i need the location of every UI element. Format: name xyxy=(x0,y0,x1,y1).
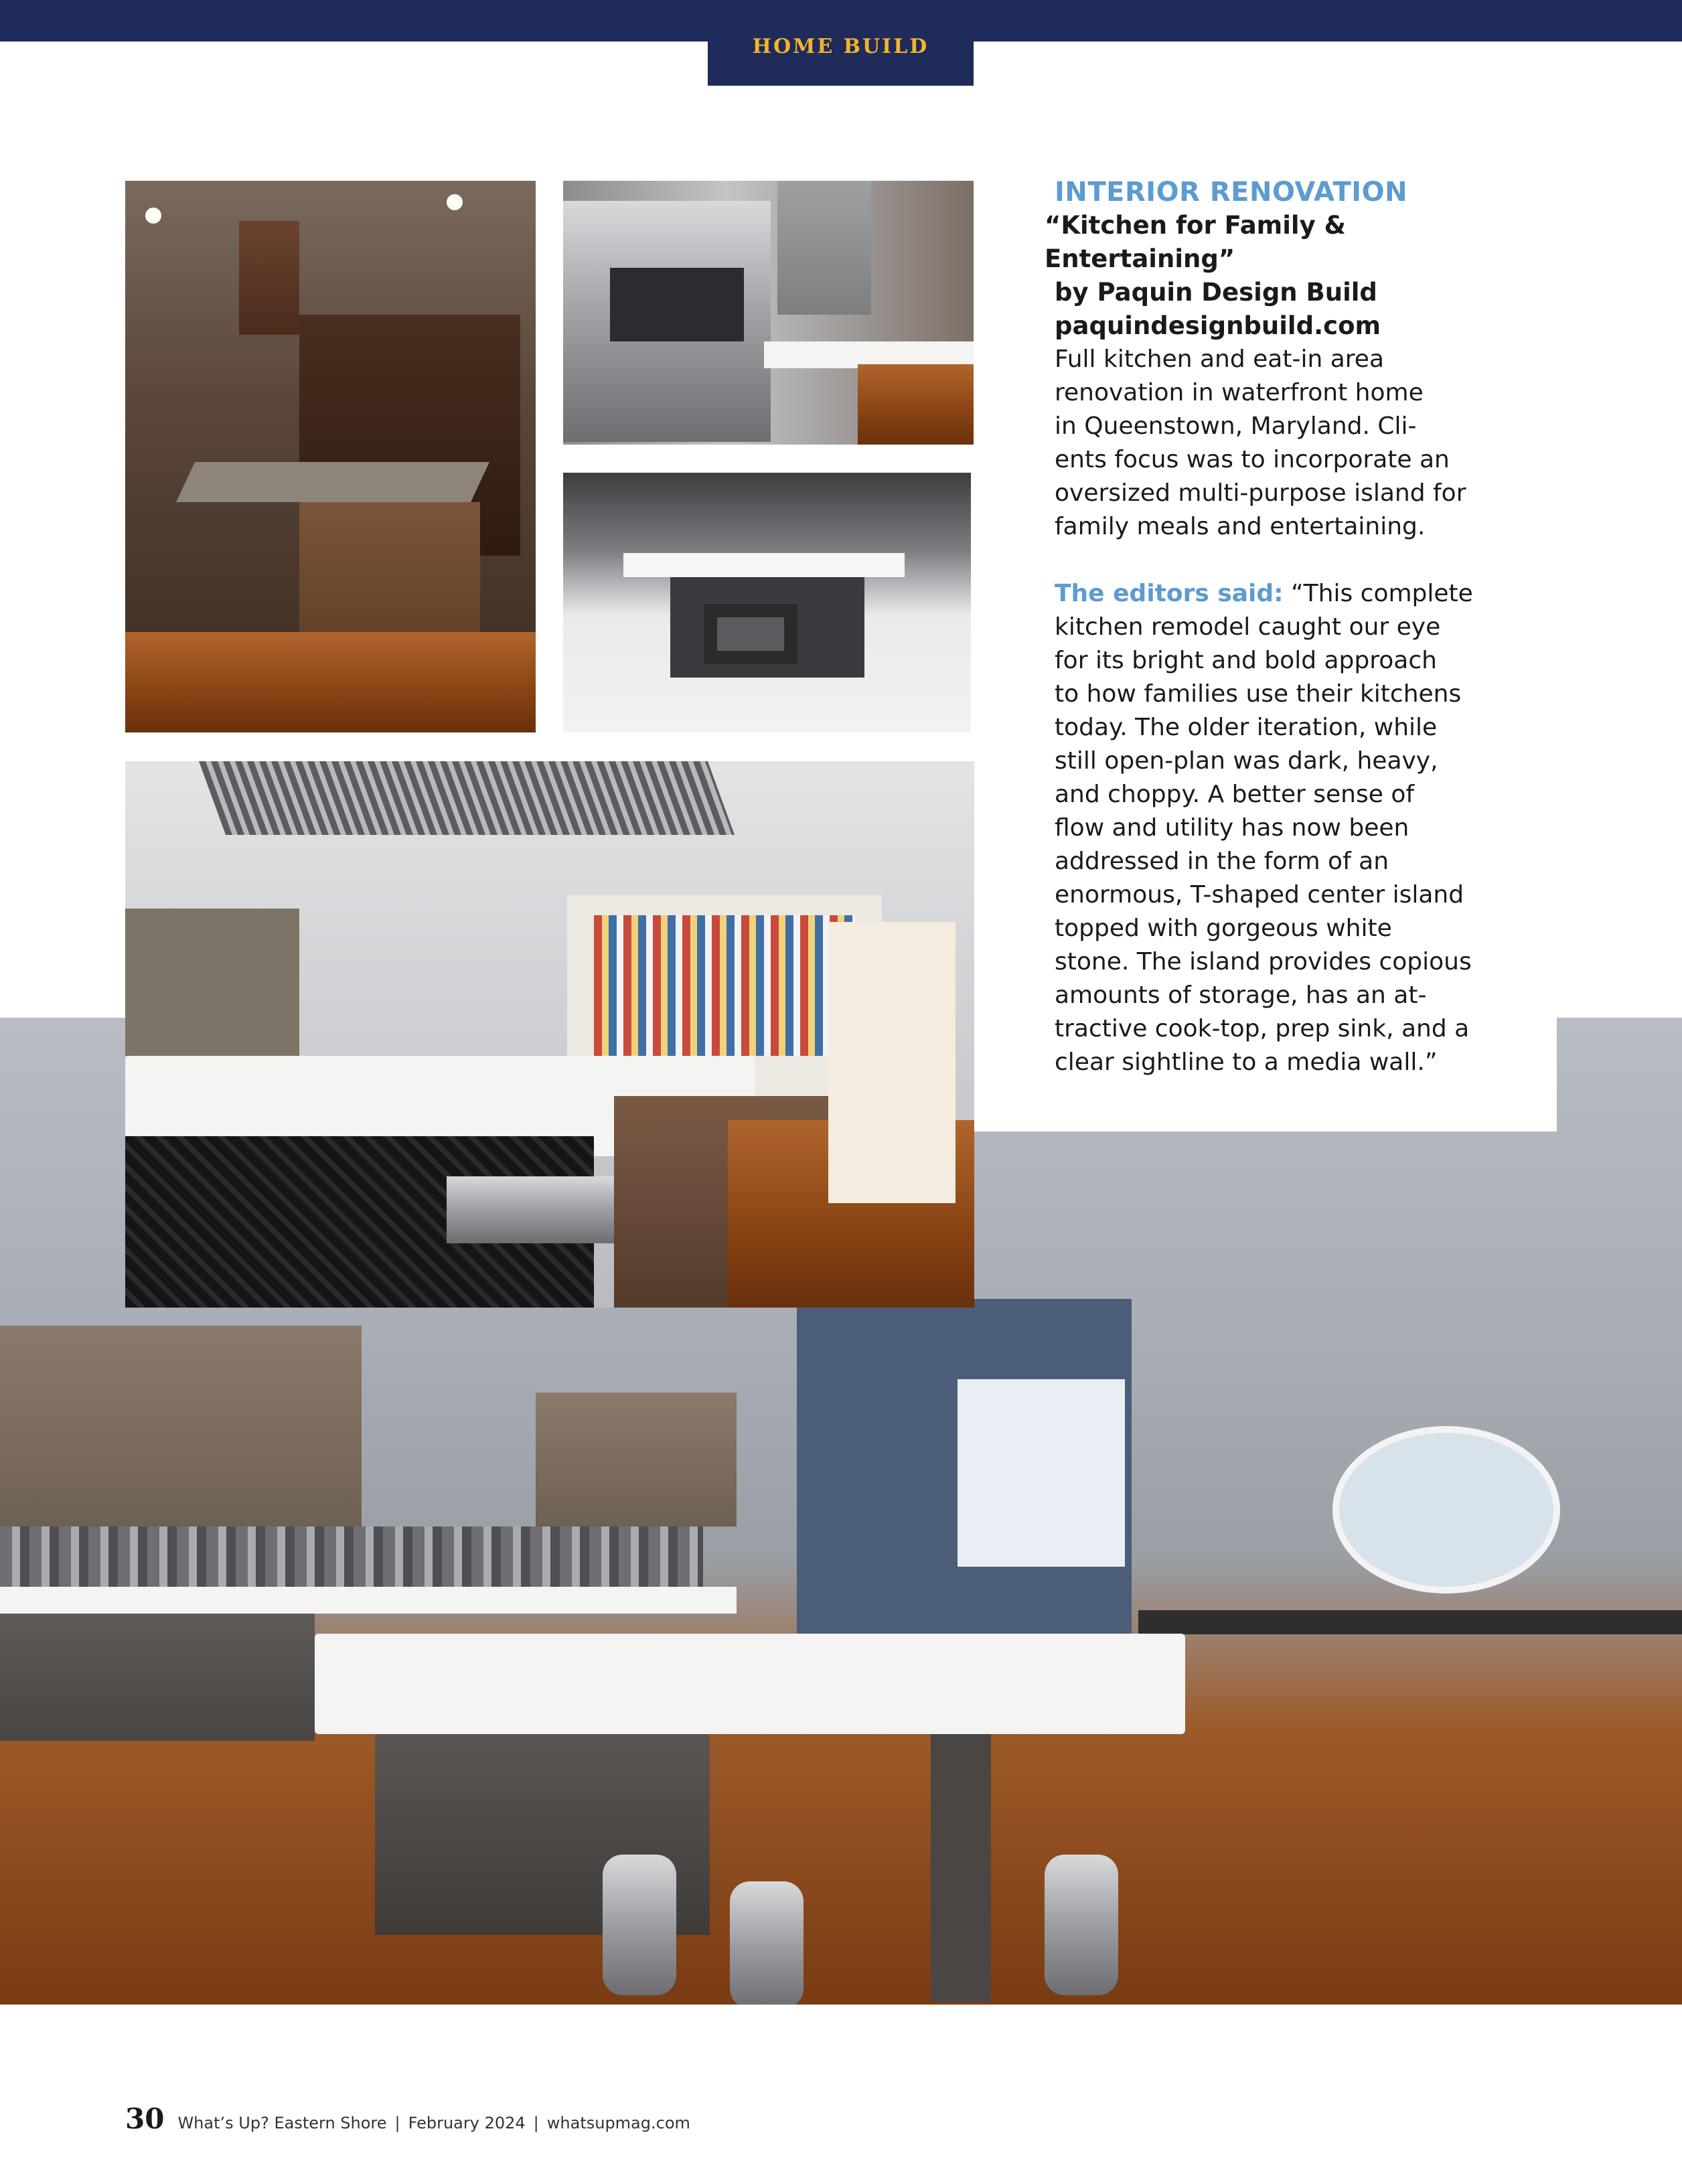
editors-label: The editors said: xyxy=(1055,580,1284,607)
page-number: 30 xyxy=(125,2102,165,2135)
editors-line: for its bright and bold approach xyxy=(1055,647,1437,674)
section-label: HOME BUILD xyxy=(752,34,929,58)
description-line: renovation in waterfront home xyxy=(1055,379,1424,406)
issue-date: February 2024 xyxy=(408,2114,526,2132)
editors-line: still open-plan was dark, heavy, xyxy=(1055,747,1438,775)
editors-line: tractive cook-top, prep sink, and a xyxy=(1055,1015,1470,1042)
editors-line: amounts of storage, has an at- xyxy=(1055,982,1427,1009)
description-line: ents focus was to incorporate an xyxy=(1055,446,1450,473)
section-tab xyxy=(708,0,974,86)
photo-dark-wood-kitchen xyxy=(125,181,536,732)
photo-wall-ovens xyxy=(563,181,974,445)
editors-line: flow and utility has now been xyxy=(1055,814,1409,842)
page-footer xyxy=(125,2102,690,2140)
website-link[interactable]: whatsupmag.com xyxy=(546,2114,690,2132)
editors-line: stone. The island provides copious xyxy=(1055,948,1472,976)
editors-line: enormous, T-shaped center island xyxy=(1055,881,1464,909)
editors-line: “This complete xyxy=(1291,580,1473,607)
article xyxy=(1045,175,1523,1079)
editors-line: clear sightline to a media wall.” xyxy=(1055,1048,1438,1076)
editors-line: topped with gorgeous white xyxy=(1055,915,1392,942)
description-line: oversized multi-purpose island for xyxy=(1055,479,1466,507)
description-line: in Queenstown, Maryland. Cli- xyxy=(1055,412,1417,440)
editors-line: today. The older iteration, while xyxy=(1055,714,1438,741)
footer-separator: | xyxy=(394,2114,400,2132)
editors-line: and choppy. A better sense of xyxy=(1055,781,1415,808)
publication-name: What’s Up? Eastern Shore xyxy=(177,2114,387,2132)
photo-popup-outlet xyxy=(563,473,971,732)
photo-island-cooktop xyxy=(125,761,974,1308)
description-line: Full kitchen and eat-in area xyxy=(1055,345,1385,373)
footer-separator: | xyxy=(533,2114,539,2132)
description-line: family meals and entertaining. xyxy=(1055,513,1426,540)
paragraph-spacer xyxy=(1055,544,1523,577)
editors-line: to how families use their kitchens xyxy=(1055,680,1462,708)
editors-first-line xyxy=(1055,577,1523,611)
article-byline: by Paquin Design Build xyxy=(1055,278,1377,307)
editors-line: addressed in the form of an xyxy=(1055,848,1389,875)
article-website: paquindesignbuild.com xyxy=(1055,311,1381,340)
editors-line: kitchen remodel caught our eye xyxy=(1055,613,1441,641)
article-title: “Kitchen for Family & Entertaining” xyxy=(1045,211,1346,273)
article-kicker: INTERIOR RENOVATION xyxy=(1055,177,1408,208)
